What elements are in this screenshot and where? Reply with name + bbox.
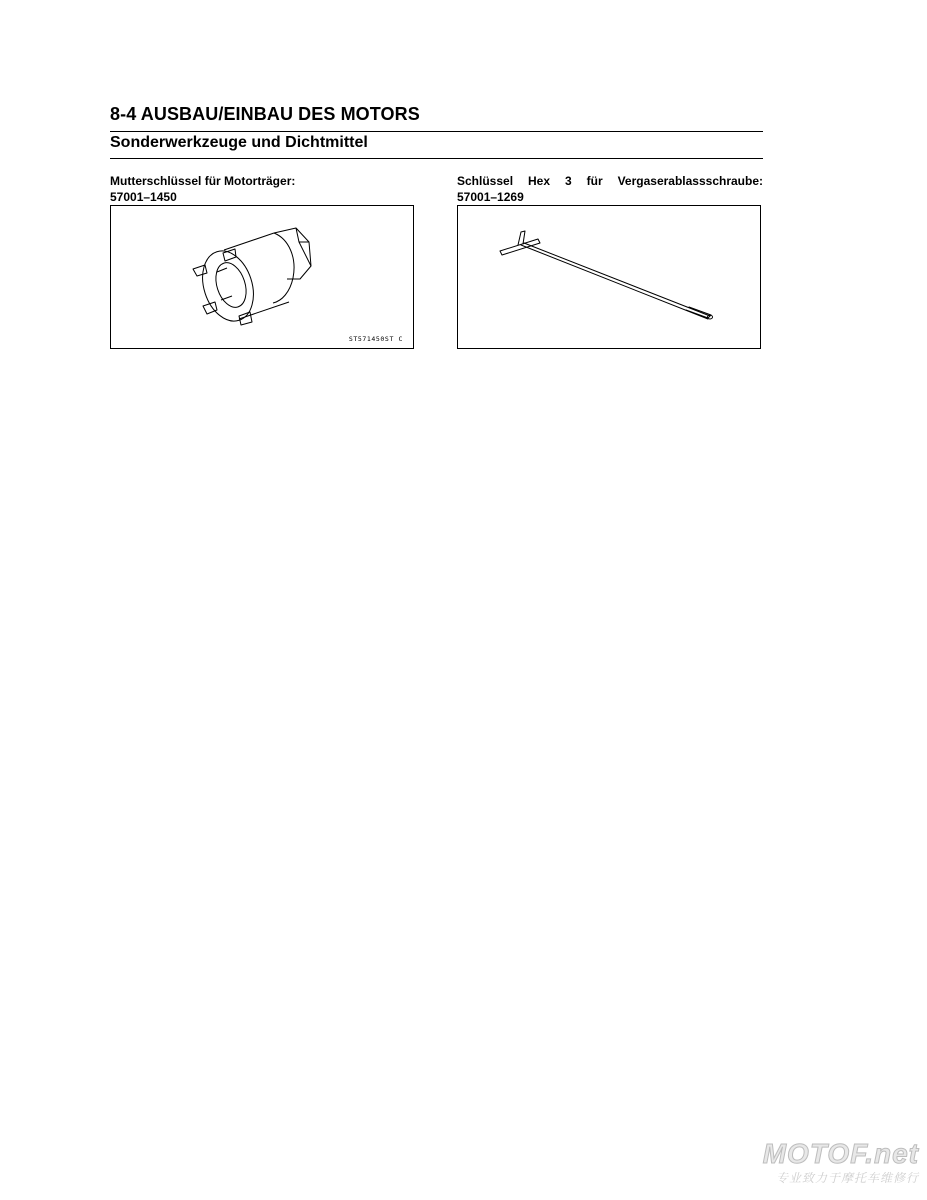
figure-code: ST571450ST C	[348, 335, 403, 343]
section-title: Sonderwerkzeuge und Dichtmittel	[110, 134, 368, 151]
t-handle-hex-key-illustration-icon	[458, 206, 762, 350]
tool-entry-nut-wrench	[110, 173, 416, 343]
tool-name: Mutterschlüssel für Motorträger:	[110, 174, 296, 188]
title-divider	[110, 131, 763, 132]
tool-name: Schlüssel Hex 3 für Vergaserablassschraube:	[457, 174, 763, 188]
tool-figure-frame	[110, 205, 414, 349]
tool-part-number: 57001–1450	[110, 190, 177, 204]
section-divider	[110, 158, 763, 159]
spanner-socket-illustration-icon	[111, 206, 415, 350]
watermark-slogan: 专业致力于摩托车维修行	[775, 1171, 919, 1185]
watermark	[763, 1139, 919, 1186]
page-title: 8-4 AUSBAU/EINBAU DES MOTORS	[110, 104, 420, 124]
tool-part-number: 57001–1269	[457, 190, 524, 204]
tool-entry-hex-key	[457, 173, 763, 205]
watermark-logo: MOTOF.net	[762, 1138, 919, 1169]
tool-figure-frame	[457, 205, 761, 349]
